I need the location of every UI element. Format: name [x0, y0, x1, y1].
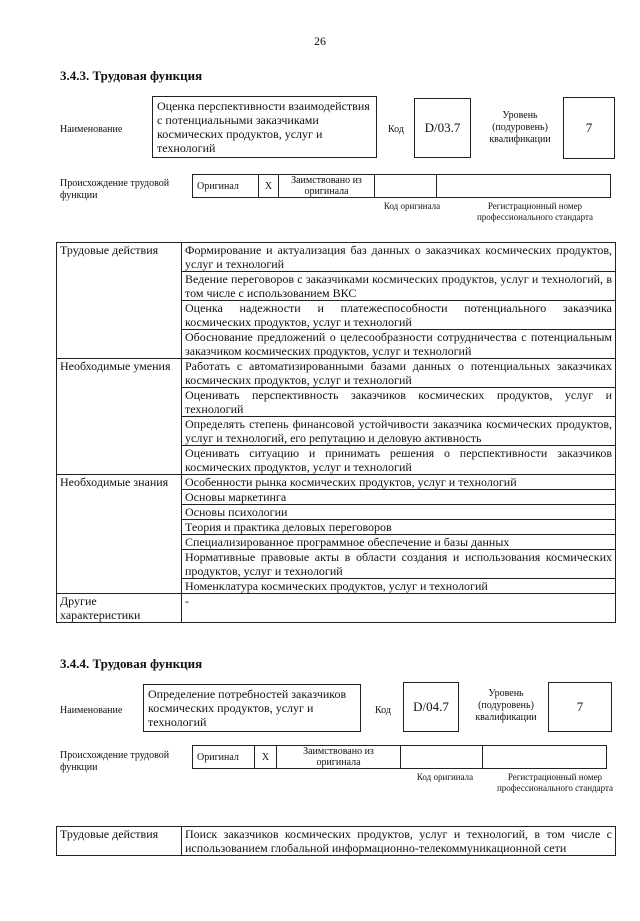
- row-item: Специализированное программное обеспечение и базы данных: [182, 535, 616, 550]
- origin-label: Происхождение трудовой функции: [60, 178, 170, 201]
- table-row: [57, 594, 616, 623]
- table-row: [57, 475, 616, 490]
- row-item: -: [182, 594, 616, 623]
- function-details-table: [56, 242, 616, 623]
- row-category: Необходимые знания: [57, 475, 182, 594]
- row-item: Ведение переговоров с заказчиками космических продуктов, услуг и технологий, в том числе с использованием ВКС: [182, 272, 616, 301]
- row-item: Номенклатура космических продуктов, услуг и технологий: [182, 579, 616, 594]
- row-item: Оценивать ситуацию и принимать решения о перспективности заказчиков космических продуктов, услуг и технологий: [182, 446, 616, 475]
- code-label: Код: [388, 124, 404, 135]
- name-label: Наименование: [60, 705, 123, 716]
- code-original-cell: [375, 175, 437, 198]
- origin-original: Оригинал: [193, 175, 259, 198]
- origin-table: [192, 174, 611, 198]
- origin-table: [192, 745, 607, 769]
- row-item: Обоснование предложений о целесообразности сотрудничества с потенциальным заказчиком космических продуктов, услуг и технологий: [182, 330, 616, 359]
- row-item: Работать с автоматизированными базами данных о потенциальных заказчиках космических продуктов, услуг и технологий: [182, 359, 616, 388]
- table-row: [57, 243, 616, 272]
- code-original-label: Код оригинала: [383, 201, 441, 211]
- row-item: Основы психологии: [182, 505, 616, 520]
- row-item: Оценивать перспективность заказчиков космических продуктов, услуг и технологий: [182, 388, 616, 417]
- function-details-table: [56, 826, 616, 856]
- table-row: [57, 359, 616, 388]
- section-title: 3.4.4. Трудовая функция: [60, 656, 203, 671]
- row-item: Формирование и актуализация баз данных о заказчиках космических продуктов, услуг и технологий: [182, 243, 616, 272]
- row-item: Оценка надежности и платежеспособности потенциального заказчика космических продуктов, услуг и технологий: [182, 301, 616, 330]
- reg-number-cell: [437, 175, 611, 198]
- row-item: Основы маркетинга: [182, 490, 616, 505]
- level-label: Уровень (подуровень) квалификации: [475, 688, 537, 723]
- table-row: [57, 827, 616, 856]
- row-item: Определять степень финансовой устойчивости заказчика космических продуктов, услуг и технологий, его репутацию и деловую активность: [182, 417, 616, 446]
- level-value-box: 7: [563, 97, 615, 159]
- reg-number-label: Регистрационный номер профессионального стандарта: [496, 772, 614, 793]
- function-name-box: Оценка перспективности взаимодействия с потенциальными заказчиками космических продуктов, услуг и технологий: [152, 96, 377, 158]
- row-item: Нормативные правовые акты в области создания и использования космических продуктов, услуг и технологий: [182, 550, 616, 579]
- row-item: Поиск заказчиков космических продуктов, услуг и технологий, в том числе с использованием глобальной информационно-телекоммуникационной сети: [182, 827, 616, 856]
- name-label: Наименование: [60, 124, 123, 135]
- origin-borrowed: Заимствовано из оригинала: [277, 746, 401, 769]
- code-value-box: D/04.7: [403, 682, 459, 732]
- origin-mark: X: [259, 175, 279, 198]
- section-title: 3.4.3. Трудовая функция: [60, 68, 203, 83]
- function-name-box: Определение потребностей заказчиков космических продуктов, услуг и технологий: [143, 684, 361, 732]
- code-original-label: Код оригинала: [416, 772, 474, 782]
- origin-mark: X: [255, 746, 277, 769]
- row-item: Теория и практика деловых переговоров: [182, 520, 616, 535]
- row-category: Трудовые действия: [57, 243, 182, 359]
- page-number: 26: [314, 34, 326, 48]
- code-original-cell: [401, 746, 483, 769]
- reg-number-label: Регистрационный номер профессионального стандарта: [476, 201, 594, 222]
- level-value-box: 7: [548, 682, 612, 732]
- row-category: Трудовые действия: [57, 827, 182, 856]
- row-category: Необходимые умения: [57, 359, 182, 475]
- code-value-box: D/03.7: [414, 98, 471, 158]
- origin-borrowed: Заимствовано из оригинала: [279, 175, 375, 198]
- origin-label: Происхождение трудовой функции: [60, 750, 170, 773]
- level-label: Уровень (подуровень) квалификации: [489, 110, 551, 145]
- row-category: Другие характеристики: [57, 594, 182, 623]
- code-label: Код: [375, 705, 391, 716]
- origin-original: Оригинал: [193, 746, 255, 769]
- row-item: Особенности рынка космических продуктов, услуг и технологий: [182, 475, 616, 490]
- reg-number-cell: [483, 746, 607, 769]
